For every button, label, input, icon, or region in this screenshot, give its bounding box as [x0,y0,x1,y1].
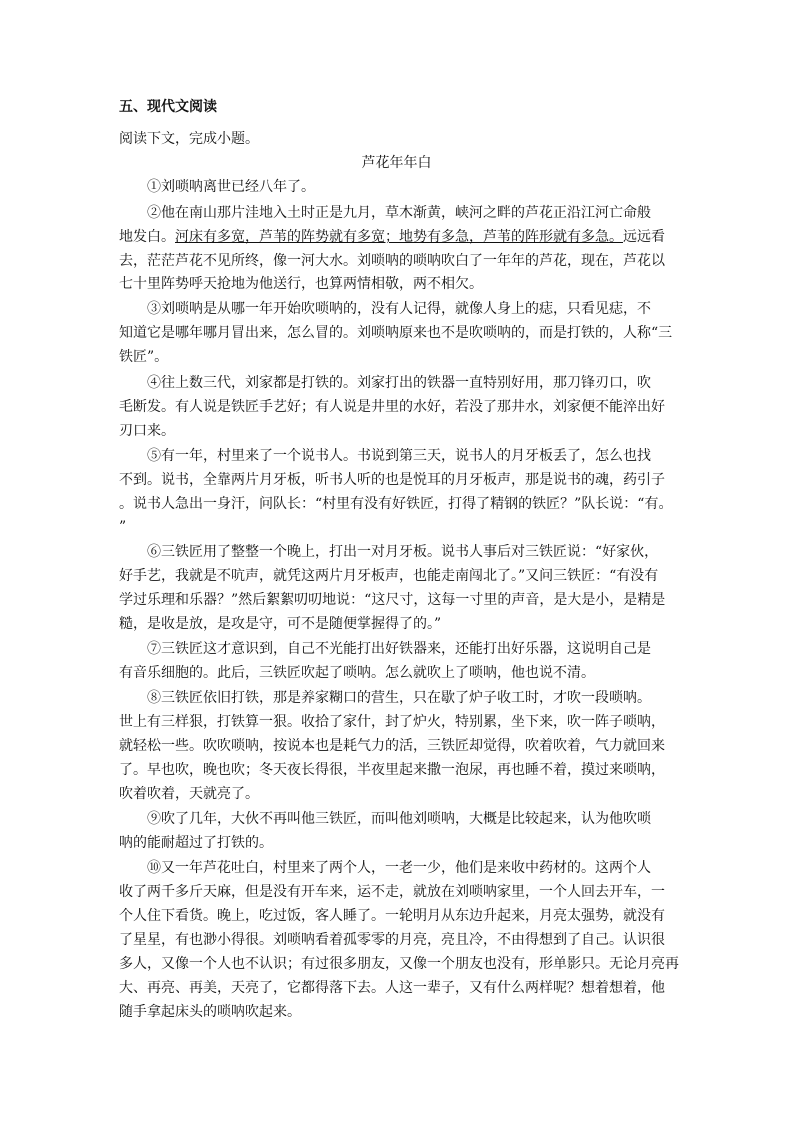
paragraph-3-line: 铁匠”。 [119,349,169,365]
paragraph-9-line: ⑨吹了几年，大伙不再叫他三铁匠，而叫他刘唢呐，大概是比较起来，认为他吹唢 [147,811,651,827]
paragraph-3-line: 知道它是哪年哪月冒出来，怎么冒的。刘唢呐原来也不是吹唢呐的，而是打铁的，人称“三 [119,325,673,341]
paragraph-7-line: 有音乐细胞的。此后，三铁匠吹起了唢呐。怎么就吹上了唢呐，他也说不清。 [119,665,595,681]
paragraph-5-line: ” [119,519,127,535]
paragraph-10-line: 个人住下看货。晚上，吃过饭，客人睡了。一轮明月从东边升起来，月亮太强势，就没有 [119,908,665,924]
underlined-sentence: 河床有多宽，芦苇的阵势就有多宽；地势有多急，芦苇的阵形就有多急。 [175,229,623,245]
paragraph-3-line: ③刘唢呐是从哪一年开始吹唢呐的，没有人记得，就像人身上的痣，只看见痣，不 [147,301,651,317]
paragraph-2-line: ②他在南山那片洼地入土时正是九月，草木渐黄，峡河之畔的芦花正沿江河亡命般 [147,205,651,221]
paragraph-4-line: ④往上数三代，刘家都是打铁的。刘家打出的铁器一直特别好用，那刀锋刃口，吹 [147,375,651,391]
paragraph-5-line: 。说书人急出一身汗，问队长：“村里有没有好铁匠，打得了精钢的铁匠？”队长说：“有。 [119,496,673,512]
reading-instruction: 阅读下文，完成小题。 [119,131,259,147]
paragraph-2-line: 去，茫茫芦花不见所终，像一河大水。刘唢呐的唢呐吹白了一年年的芦花，现在，芦花以 [119,253,665,269]
paragraph-4-line: 刃口来。 [119,423,175,439]
paragraph-10-line: 大、再亮、再美，天亮了，它都得落下去。人这一辈子，又有什么两样呢？想着想着，他 [119,980,665,996]
paragraph-10-line: 随手拿起床头的唢呐吹起来。 [119,1004,301,1020]
paragraph-8-line: 世上有三样狠，打铁算一狠。收拾了家什，封了炉火，特别累，坐下来，吹一阵子唢呐， [119,714,665,730]
paragraph-10-line: 多人，又像一个人也不认识；有过很多朋友，又像一个朋友也没有，形单影只。无论月亮再 [119,956,679,972]
paragraph-6-line: ⑥三铁匠用了整整一个晚上，打出一对月牙板。说书人事后对三铁匠说：“好家伙， [147,544,659,560]
paragraph-2-text: 地发白。 [119,229,175,245]
paragraph-2-line [119,226,674,248]
paragraph-4-line: 毛断发。有人说是铁匠手艺好；有人说是井里的水好，若没了那井水，刘家便不能淬出好 [119,399,665,415]
paragraph-7-line: ⑦三铁匠这才意识到，自己不光能打出好铁器来，还能打出好乐器，这说明自己是 [147,641,651,657]
paragraph-6-line: 糙，是收是放，是攻是守，可不是随便掌握得了的。” [119,616,442,632]
paragraph-8-line: 吹着吹着，天就亮了。 [119,786,259,802]
paragraph-8-line: 就轻松一些。吹吹唢呐，按说本也是耗气力的活，三铁匠却觉得，吹着吹着，气力就回来 [119,738,665,754]
paragraph-6-line: 好手艺，我就是不吭声，就凭这两片月牙板声，也能走南闯北了。”又问三铁匠：“有没有 [119,568,659,584]
paragraph-5-line: ⑤有一年，村里来了一个说书人。书说到第三天，说书人的月牙板丢了，怎么也找 [147,448,651,464]
paragraph-1-line: ①刘唢呐离世已经八年了。 [147,179,315,195]
paragraph-6-line: 学过乐理和乐器？”然后絮絮叨叨地说：“这尺寸，这每一寸里的声音，是大是小，是精是 [119,592,666,608]
paragraph-10-line: ⑩又一年芦花吐白，村里来了两个人，一老一少，他们是来收中药材的。这两个人 [147,860,651,876]
paragraph-2-text: 远远看 [623,229,665,245]
paragraph-10-line: 了星星，有也渺小得很。刘唢呐看着孤零零的月亮，亮且冷，不由得想到了自己。认识很 [119,932,665,948]
article-title: 芦花年年白 [361,155,432,171]
paragraph-8-line: ⑧三铁匠依旧打铁，那是养家糊口的营生，只在歇了炉子收工时，才吹一段唢呐。 [147,690,651,706]
paragraph-5-line: 不到。说书，全靠两片月牙板，听书人听的也是悦耳的月牙板声，那是说书的魂，药引子 [119,472,665,488]
paragraph-8-line: 了。早也吹，晚也吹；冬天夜长得很，半夜里起来撒一泡尿，再也睡不着，摸过来唢呐， [119,762,665,778]
paragraph-10-line: 收了两千多斤天麻，但是没有开车来，运不走，就放在刘唢呐家里，一个人回去开车，一 [119,884,665,900]
section-heading: 五、现代文阅读 [119,99,217,115]
paragraph-9-line: 呐的能耐超过了打铁的。 [119,835,273,851]
paragraph-2-line: 七十里阵势呼天抢地为他送行，也算两情相敬，两不相欠。 [119,276,483,292]
